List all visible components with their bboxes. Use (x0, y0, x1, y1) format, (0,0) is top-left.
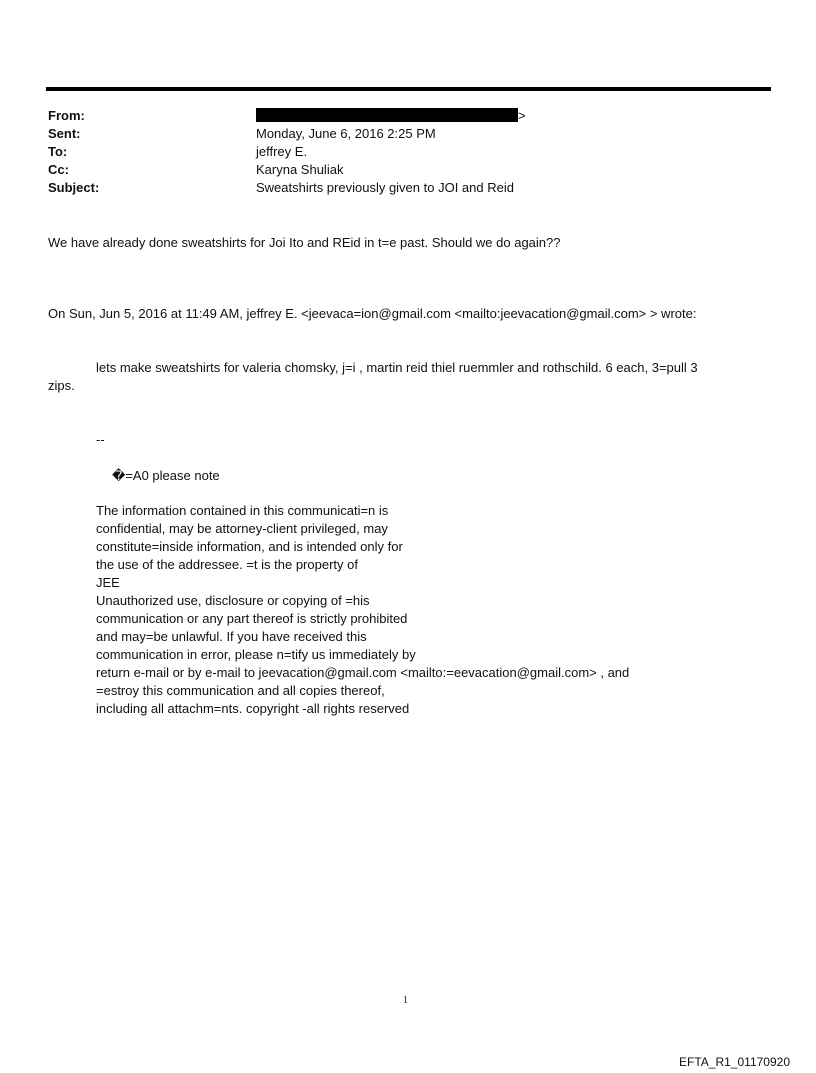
sent-value: Monday, June 6, 2016 2:25 PM (256, 126, 436, 141)
subject-value: Sweatshirts previously given to JOI and Reid (256, 180, 514, 195)
cc-value: Karyna Shuliak (256, 162, 344, 177)
to-value: jeffrey E. (256, 144, 308, 159)
from-suffix: > (518, 108, 526, 123)
disclaimer-line: =estroy this communication and all copies thereof, (96, 683, 385, 698)
disclaimer-block (96, 502, 629, 718)
quoted-line-1: lets make sweatshirts for valeria chomsky, j=i , martin reid thiel ruemmler and rothschild. 6 each, 3=pull 3 (96, 360, 698, 375)
disclaimer-line: and may=be unlawful. If you have received this (96, 629, 367, 644)
to-label: To: (48, 144, 68, 159)
disclaimer-line: JEE (96, 575, 120, 590)
disclaimer-line: the use of the addressee. =t is the property of (96, 557, 358, 572)
signature-dashes: -- (96, 432, 105, 447)
signature-note: �=A0 please note (112, 468, 220, 483)
cc-label: Cc: (48, 162, 69, 177)
header-rule (46, 87, 771, 91)
disclaimer-line: constitute=inside information, and is intended only for (96, 539, 403, 554)
disclaimer-line: return e-mail or by e-mail to jeevacation@gmail.com <mailto:=eevacation@gmail.com> , and (96, 665, 630, 680)
reply-line: We have already done sweatshirts for Joi Ito and REid in t=e past. Should we do again?? (48, 235, 561, 250)
disclaimer-line: communication or any part thereof is strictly prohibited (96, 611, 408, 626)
quoted-line-2: zips. (48, 378, 75, 393)
subject-label: Subject: (48, 180, 100, 195)
from-value (256, 107, 526, 125)
disclaimer-line: including all attachm=nts. copyright -all rights reserved (96, 701, 410, 716)
quote-intro: On Sun, Jun 5, 2016 at 11:49 AM, jeffrey E. <jeevaca=ion@gmail.com <mailto:jeevacation@gmail.com> > wrote: (48, 306, 697, 321)
redaction-box (256, 108, 518, 122)
document-id: EFTA_R1_01170920 (679, 1055, 790, 1069)
disclaimer-line: Unauthorized use, disclosure or copying of =his (96, 593, 370, 608)
disclaimer-line: The information contained in this communicati=n is (96, 503, 389, 518)
sent-label: Sent: (48, 126, 81, 141)
disclaimer-line: confidential, may be attorney-client privileged, may (96, 521, 388, 536)
page-number: 1 (403, 995, 408, 1006)
disclaimer-line: communication in error, please n=tify us immediately by (96, 647, 416, 662)
from-label: From: (48, 108, 85, 123)
